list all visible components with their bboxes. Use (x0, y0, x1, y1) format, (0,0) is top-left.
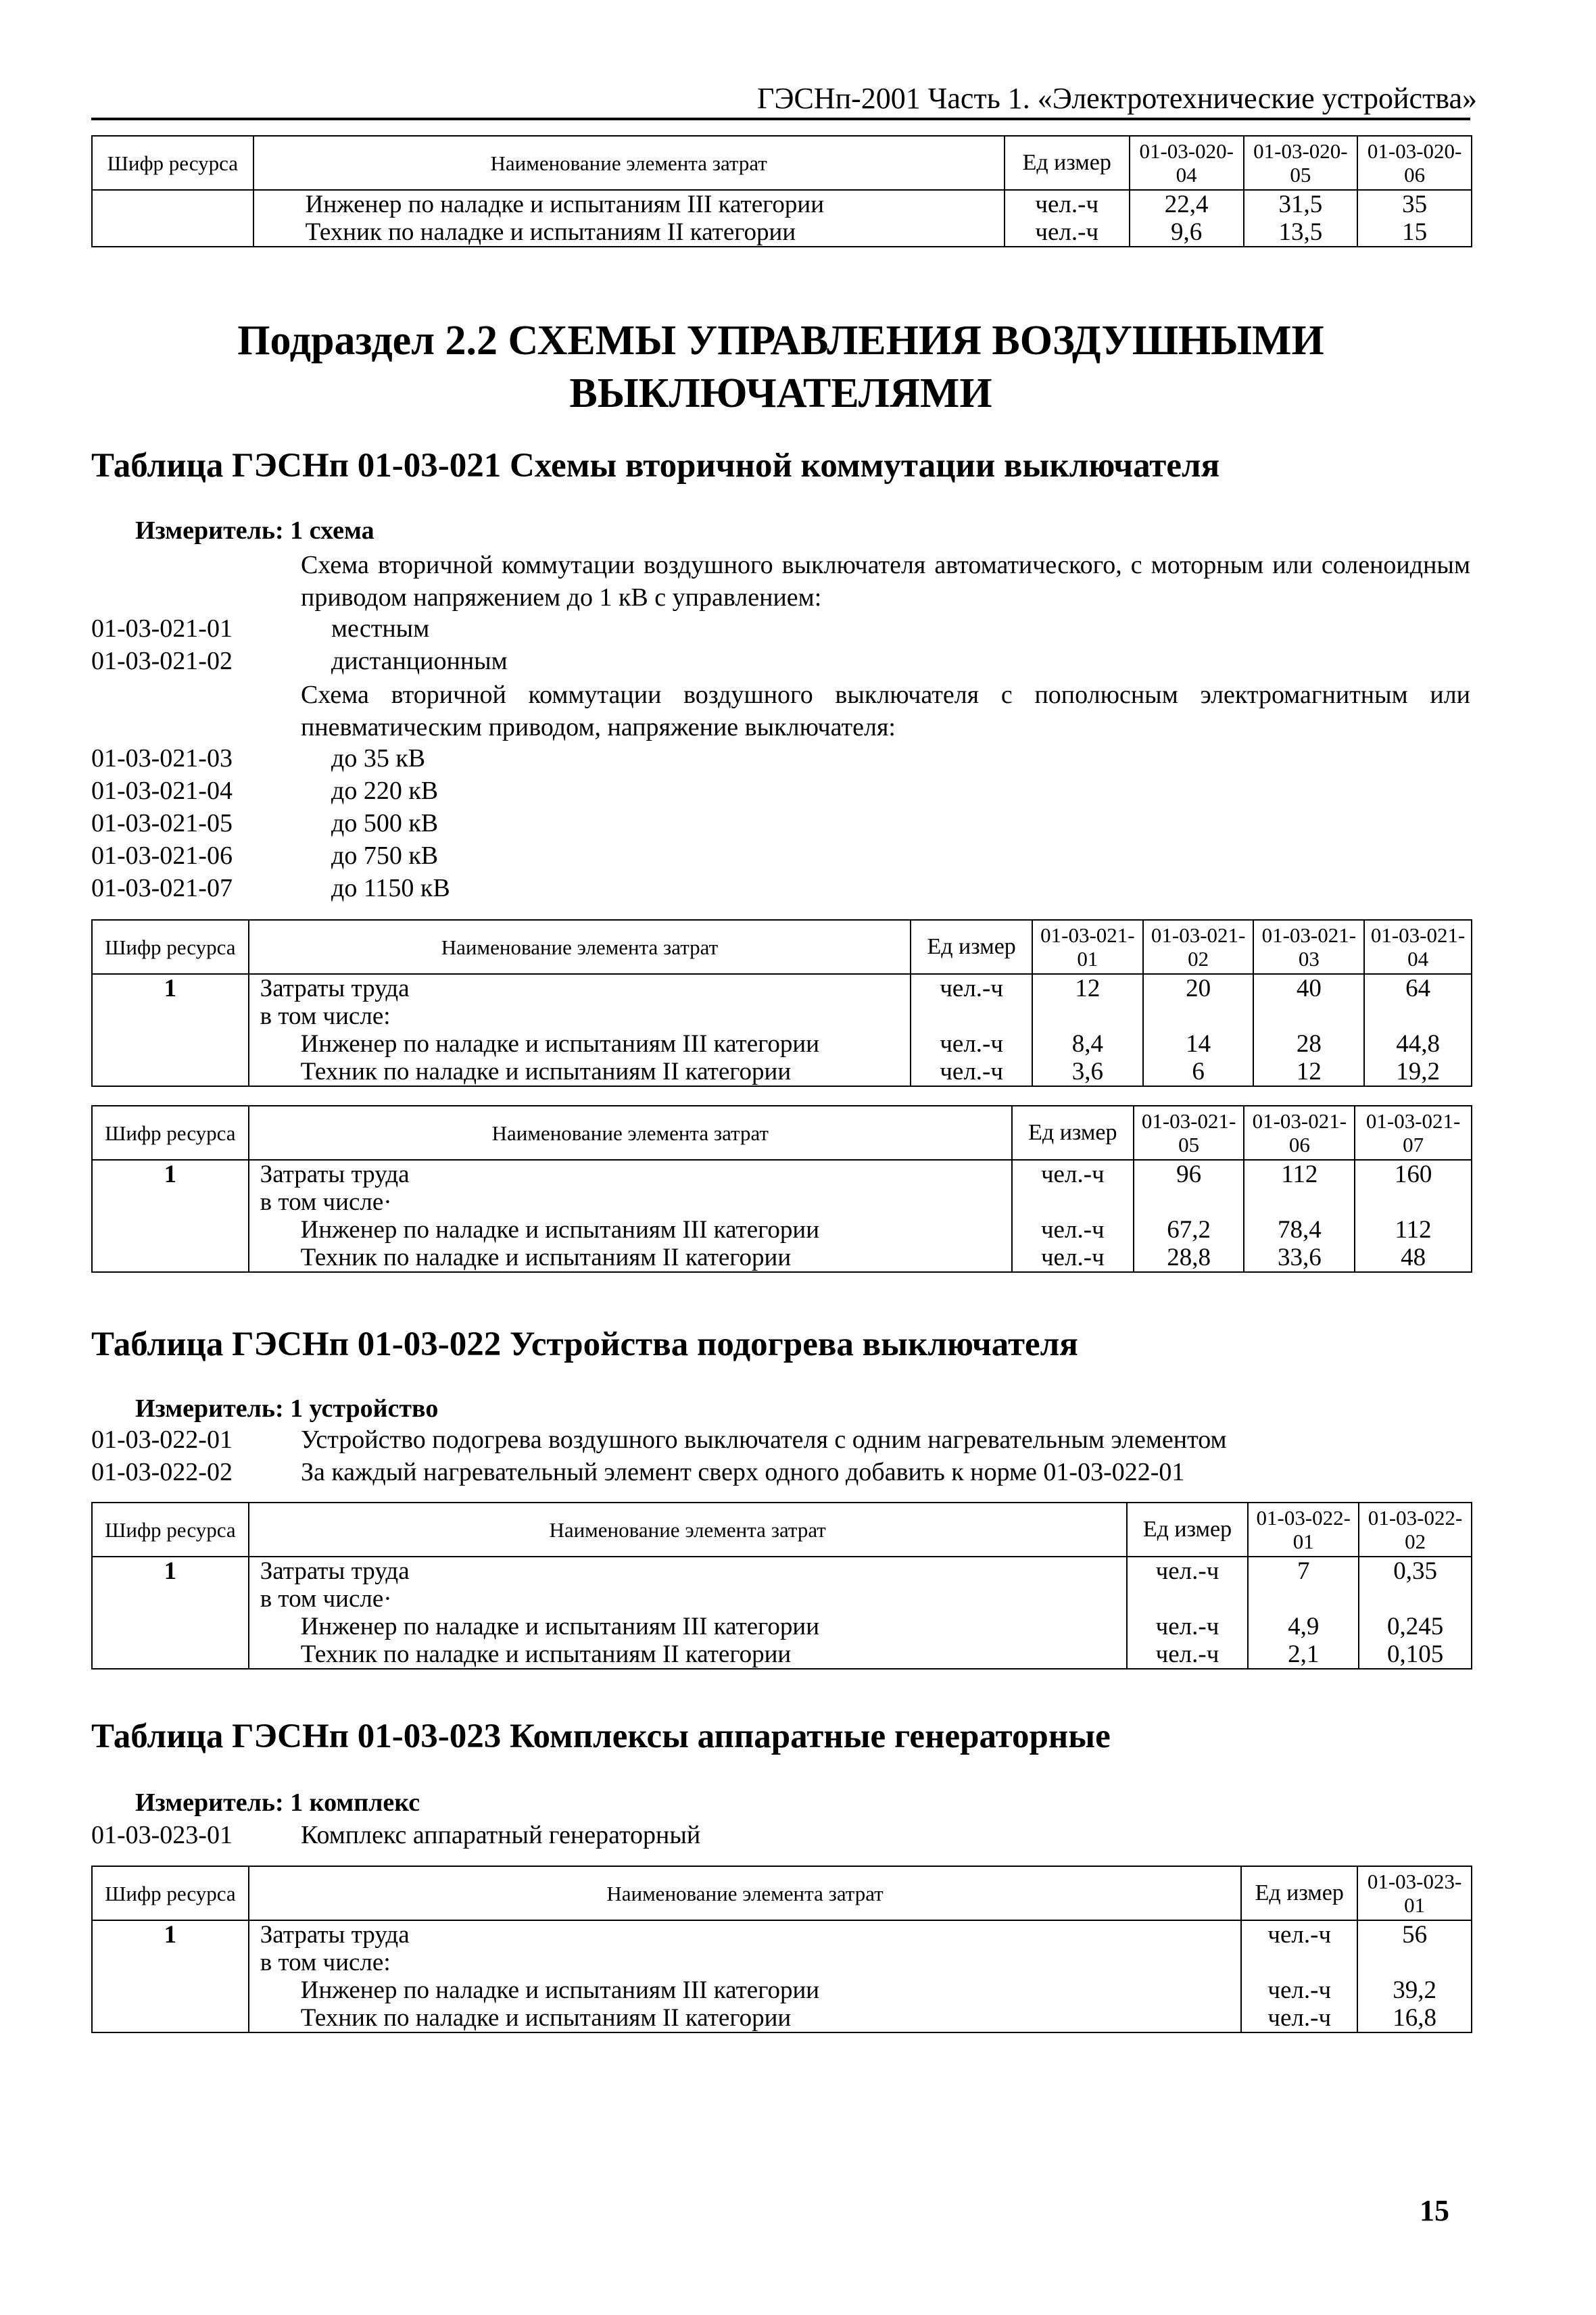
col-header-name: Наименование элемента затрат (249, 1866, 1242, 1920)
value-cell: 15 (1357, 218, 1472, 247)
unit-cell: чел.-ч (911, 974, 1032, 1002)
unit-cell: чел.-ч (1005, 190, 1130, 218)
unit-cell: чел.-ч (1005, 218, 1130, 247)
col-header-unit: Ед измер (1241, 1866, 1357, 1920)
table-row (92, 1920, 1472, 1949)
col-header-code: Шифр ресурса (92, 1106, 249, 1160)
col-header-unit: Ед измер (1012, 1106, 1134, 1160)
col-header-norm: 01-03-020-05 (1244, 136, 1358, 190)
table-row (92, 1640, 1472, 1669)
norm-description: Схема вторичной коммутации воздушного выключателя автоматического, с моторным или соленоидным приводом напряжением до 1 кВ с управлением: (301, 551, 1470, 612)
unit-cell: чел.-ч (1012, 1160, 1134, 1188)
value-cell: 2,1 (1248, 1640, 1359, 1669)
col-header-code: Шифр ресурса (92, 1503, 249, 1557)
col-header-code: Шифр ресурса (92, 920, 249, 974)
norm-desc: Комплекс аппаратный генераторный (301, 1821, 701, 1849)
value-cell: 78,4 (1244, 1216, 1355, 1244)
value-cell: 112 (1355, 1216, 1472, 1244)
value-cell: 48 (1355, 1244, 1472, 1272)
value-cell: 64 (1364, 974, 1472, 1002)
table-row (92, 1002, 1472, 1030)
norm-code: 01-03-021-04 (91, 777, 233, 805)
norm-code: 01-03-021-01 (91, 614, 233, 643)
resource-name: Инженер по наладке и испытаниям III категории (249, 1030, 911, 1058)
value-cell: 31,5 (1244, 190, 1358, 218)
table-title: Таблица ГЭСНп 01-03-021 Схемы вторичной коммутации выключателя (91, 447, 1220, 485)
unit-cell: чел.-ч (1241, 1920, 1357, 1949)
measure-unit: Измеритель: 1 устройство (135, 1394, 439, 1423)
value-cell: 112 (1244, 1160, 1355, 1188)
value-cell: 160 (1355, 1160, 1472, 1188)
value-cell: 67,2 (1134, 1216, 1244, 1244)
resource-code: 1 (92, 1160, 249, 1188)
col-header-norm: 01-03-021-07 (1355, 1106, 1472, 1160)
table-row (92, 1585, 1472, 1613)
col-header-norm: 01-03-021-06 (1244, 1106, 1355, 1160)
resource-name: Инженер по наладке и испытаниям III категории (249, 1976, 1242, 2004)
value-cell: 7 (1248, 1557, 1359, 1585)
value-cell: 20 (1143, 974, 1254, 1002)
table-row (92, 1216, 1472, 1244)
col-header-norm: 01-03-021-05 (1134, 1106, 1244, 1160)
value-cell: 44,8 (1364, 1030, 1472, 1058)
table-row (92, 1058, 1472, 1086)
col-header-norm: 01-03-020-04 (1130, 136, 1244, 190)
norm-desc: до 500 кВ (331, 809, 439, 837)
value-cell: 16,8 (1357, 2004, 1472, 2032)
col-header-code: Шифр ресурса (92, 136, 253, 190)
norm-code: 01-03-022-02 (91, 1458, 233, 1486)
resource-code: 1 (92, 1557, 249, 1585)
value-cell: 22,4 (1130, 190, 1244, 218)
resource-name: Техник по наладке и испытаниям II категории (253, 218, 1005, 247)
value-cell: 12 (1253, 1058, 1364, 1086)
resource-code: 1 (92, 974, 249, 1002)
table-title: Таблица ГЭСНп 01-03-023 Комплексы аппаратные генераторные (91, 1717, 1111, 1755)
value-cell: 14 (1143, 1030, 1254, 1058)
norm-code: 01-03-022-01 (91, 1425, 233, 1454)
norm-desc: до 220 кВ (331, 777, 439, 805)
value-cell: 56 (1357, 1920, 1472, 1949)
resource-code: 1 (92, 1920, 249, 1949)
norm-code: 01-03-021-07 (91, 874, 233, 902)
resource-name: Техник по наладке и испытаниям II категории (249, 1640, 1127, 1669)
unit-cell: чел.-ч (911, 1058, 1032, 1086)
resource-name: Затраты труда (249, 1920, 1242, 1949)
col-header-unit: Ед измер (1127, 1503, 1249, 1557)
resource-name: Инженер по наладке и испытаниям III категории (249, 1613, 1127, 1640)
unit-cell: чел.-ч (1012, 1244, 1134, 1272)
norm-desc: до 35 кВ (331, 744, 426, 773)
table-row (92, 1244, 1472, 1272)
value-cell: 96 (1134, 1160, 1244, 1188)
header-rule (91, 118, 1470, 120)
page-number: 15 (1420, 2194, 1449, 2227)
col-header-unit: Ед измер (911, 920, 1032, 974)
resource-name: Техник по наладке и испытаниям II категории (249, 1058, 911, 1086)
col-header-name: Наименование элемента затрат (253, 136, 1005, 190)
col-header-unit: Ед измер (1005, 136, 1130, 190)
measure-unit: Измеритель: 1 схема (135, 516, 374, 545)
table-020-continuation (91, 135, 1472, 247)
table-row (92, 218, 1472, 247)
table-title: Таблица ГЭСНп 01-03-022 Устройства подогрева выключателя (91, 1325, 1078, 1363)
norm-code: 01-03-023-01 (91, 1821, 233, 1849)
col-header-name: Наименование элемента затрат (249, 1503, 1127, 1557)
resource-name: Затраты труда (249, 1557, 1127, 1585)
norm-desc: до 750 кВ (331, 842, 439, 870)
value-cell: 39,2 (1357, 1976, 1472, 2004)
col-header-norm: 01-03-021-04 (1364, 920, 1472, 974)
col-header-norm: 01-03-020-06 (1357, 136, 1472, 190)
norm-description: Схема вторичной коммутации воздушного выключателя с пополюсным электромагнитным или пневматическим приводом, напряжение выключателя: (301, 681, 1470, 741)
value-cell: 35 (1357, 190, 1472, 218)
col-header-norm: 01-03-022-02 (1359, 1503, 1472, 1557)
table-row (92, 2004, 1472, 2032)
col-header-code: Шифр ресурса (92, 1866, 249, 1920)
col-header-norm: 01-03-021-03 (1253, 920, 1364, 974)
section-title-line: Подраздел 2.2 СХЕМЫ УПРАВЛЕНИЯ ВОЗДУШНЫМИ (237, 318, 1324, 364)
incl-label: в том числе· (249, 1585, 1127, 1613)
value-cell: 0,245 (1359, 1613, 1472, 1640)
col-header-name: Наименование элемента затрат (249, 1106, 1012, 1160)
col-header-norm: 01-03-023-01 (1357, 1866, 1472, 1920)
norm-desc: дистанционным (331, 647, 508, 675)
table-row (92, 1030, 1472, 1058)
value-cell: 6 (1143, 1058, 1254, 1086)
table-row (92, 1613, 1472, 1640)
col-header-norm: 01-03-022-01 (1248, 1503, 1359, 1557)
incl-label: в том числе: (249, 1002, 911, 1030)
norm-code: 01-03-021-03 (91, 744, 233, 773)
value-cell: 13,5 (1244, 218, 1358, 247)
table-row (92, 1188, 1472, 1216)
norm-desc: За каждый нагревательный элемент сверх одного добавить к норме 01-03-022-01 (301, 1458, 1185, 1486)
norm-code: 01-03-021-05 (91, 809, 233, 837)
value-cell: 9,6 (1130, 218, 1244, 247)
resource-name: Затраты труда (249, 1160, 1012, 1188)
incl-label: в том числе· (249, 1188, 1012, 1216)
table-row (92, 1949, 1472, 1976)
table-023 (91, 1866, 1472, 2033)
table-row (92, 190, 1472, 218)
table-021-b (91, 1105, 1472, 1273)
col-header-norm: 01-03-021-01 (1032, 920, 1143, 974)
value-cell: 4,9 (1248, 1613, 1359, 1640)
running-header: ГЭСНп-2001 Часть 1. «Электротехнические устройства» (757, 82, 1478, 115)
col-header-name: Наименование элемента затрат (249, 920, 911, 974)
incl-label: в том числе: (249, 1949, 1242, 1976)
table-row (92, 1557, 1472, 1585)
norm-code: 01-03-021-02 (91, 647, 233, 675)
value-cell: 40 (1253, 974, 1364, 1002)
table-021-a (91, 919, 1472, 1087)
unit-cell: чел.-ч (911, 1030, 1032, 1058)
resource-name: Затраты труда (249, 974, 911, 1002)
unit-cell: чел.-ч (1127, 1640, 1249, 1669)
norm-desc: местным (331, 614, 430, 643)
unit-cell: чел.-ч (1241, 2004, 1357, 2032)
value-cell: 8,4 (1032, 1030, 1143, 1058)
unit-cell: чел.-ч (1012, 1216, 1134, 1244)
table-022 (91, 1502, 1472, 1670)
value-cell: 33,6 (1244, 1244, 1355, 1272)
table-row (92, 1976, 1472, 2004)
value-cell: 3,6 (1032, 1058, 1143, 1086)
table-row (92, 1160, 1472, 1188)
value-cell: 12 (1032, 974, 1143, 1002)
resource-name: Инженер по наладке и испытаниям III категории (253, 190, 1005, 218)
col-header-norm: 01-03-021-02 (1143, 920, 1254, 974)
value-cell: 19,2 (1364, 1058, 1472, 1086)
resource-name: Инженер по наладке и испытаниям III категории (249, 1216, 1012, 1244)
unit-cell: чел.-ч (1241, 1976, 1357, 2004)
value-cell: 0,35 (1359, 1557, 1472, 1585)
norm-desc: до 1150 кВ (331, 874, 450, 902)
table-row (92, 974, 1472, 1002)
measure-unit: Измеритель: 1 комплекс (135, 1788, 420, 1817)
value-cell: 28 (1253, 1030, 1364, 1058)
resource-name: Техник по наладке и испытаниям II категории (249, 1244, 1012, 1272)
section-title-line: ВЫКЛЮЧАТЕЛЯМИ (569, 370, 992, 416)
resource-name: Техник по наладке и испытаниям II категории (249, 2004, 1242, 2032)
norm-desc: Устройство подогрева воздушного выключателя с одним нагревательным элементом (301, 1425, 1227, 1454)
value-cell: 0,105 (1359, 1640, 1472, 1669)
section-title (91, 314, 1470, 420)
unit-cell: чел.-ч (1127, 1557, 1249, 1585)
norm-code: 01-03-021-06 (91, 842, 233, 870)
value-cell: 28,8 (1134, 1244, 1244, 1272)
unit-cell: чел.-ч (1127, 1613, 1249, 1640)
